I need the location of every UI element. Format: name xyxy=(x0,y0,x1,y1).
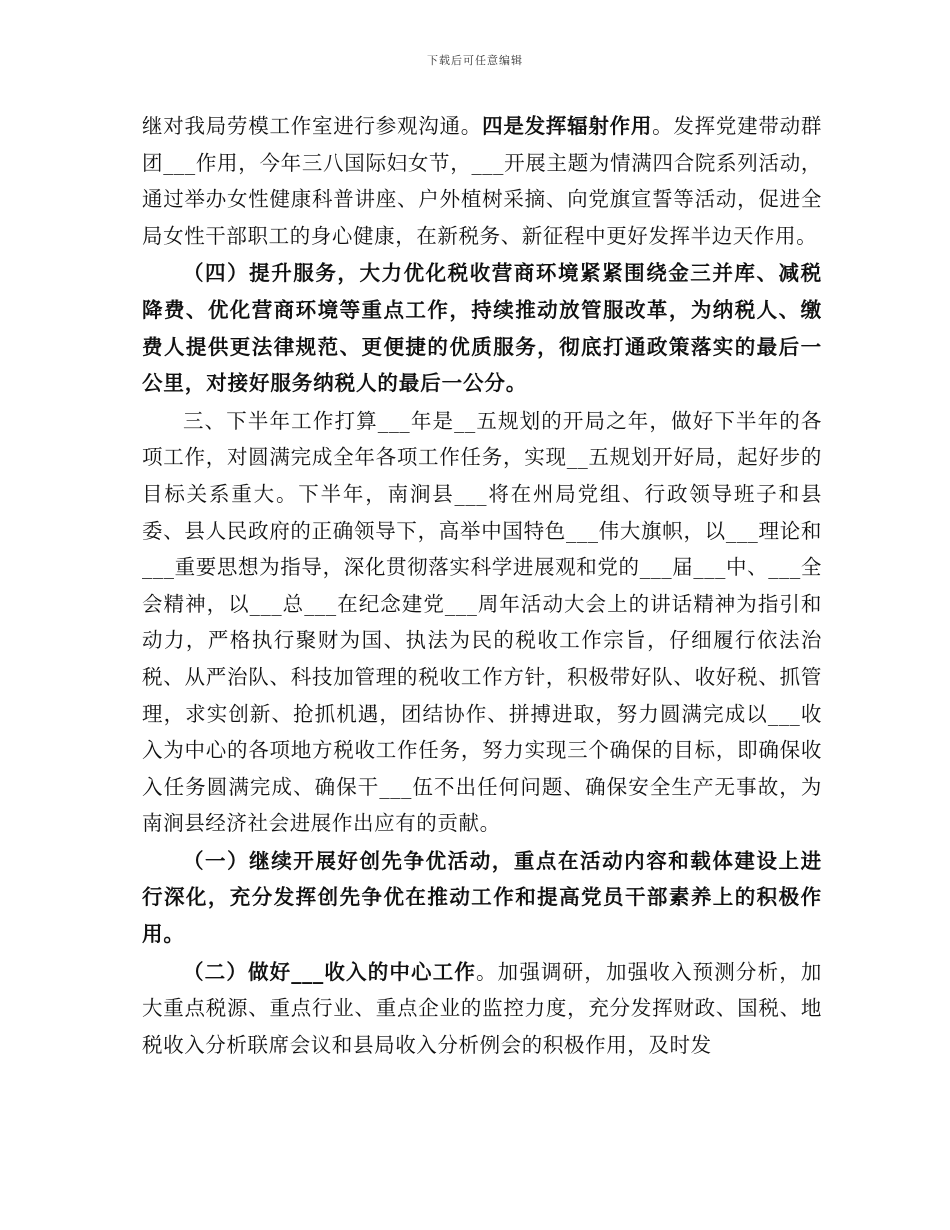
paragraph-revenue-work xyxy=(142,954,822,1064)
section-heading-improve-service: （四）提升服务，大力优化税收营商环境紧紧围绕金三并库、减税降费、优化营商环境等重点工作，持续推动放管服改革，为纳税人、缴费人提供更法律规范、更便捷的优质服务，彻底打通政策落实的最后一公里，对接好服务纳税人的最后一公分。 xyxy=(142,261,822,396)
paragraph-text: 。加强调研，加强收入预测分析，加大重点税源、重点行业、重点企业的监控力度，充分发挥财政、国税、地税收入分析联席会议和县局收入分析例会的积极作用，及时发 xyxy=(142,959,822,1057)
section-heading-excellence-campaign: （一）继续开展好创先争优活动，重点在活动内容和载体建设上进行深化，充分发挥创先争优在推动工作和提高党员干部素养上的积极作用。 xyxy=(142,848,822,947)
paragraph-text: 继对我局劳模工作室进行参观沟通。 xyxy=(142,114,483,138)
paragraph-text: 。发挥党建带动群团___作用，今年三八国际妇女节，___开展主题为情满四合院系列活动，通过举办女性健康科普讲座、户外植树采摘、向党旗宣誓等活动，促进全局女性干部职工的身心健康，在新税务、新征程中更好发挥半边天作用。 xyxy=(142,114,822,248)
page-header: 下载后可任意编辑 xyxy=(427,54,523,67)
document-body xyxy=(142,108,822,1063)
paragraph-second-half-plan: 三、下半年工作打算___年是__五规划的开局之年，做好下半年的各项工作，对圆满完成全年各项工作任务，实现__五规划开好局，起好步的目标关系重大。下半年，南涧县___将在州局党组、行政领导班子和县委、县人民政府的正确领导下，高举中国特色___伟大旗帜，以___理论和___重要思想为指导，深化贯彻落实科学进展观和党的___届___中、___全会精神，以___总___在纪念建党___周年活动大会上的讲话精神为指引和动力，严格执行聚财为国、执法为民的税收工作宗旨，仔细履行依法治税、从严治队、科技加管理的税收工作方针，积极带好队、收好税、抓管理，求实创新、抢抓机遇，团结协作、拼搏进取，努力圆满完成以___收入为中心的各项地方税收工作任务，努力实现三个确保的目标，即确保收入任务圆满完成、确保干___伍不出任何问题、确保安全生产无事故，为南涧县经济社会进展作出应有的贡献。 xyxy=(142,408,822,836)
paragraph-radiation-role xyxy=(142,108,822,254)
paragraph-emphasis: （二）做好___收入的中心工作 xyxy=(183,959,477,984)
paragraph-emphasis: 四是发挥辐射作用 xyxy=(482,114,653,138)
